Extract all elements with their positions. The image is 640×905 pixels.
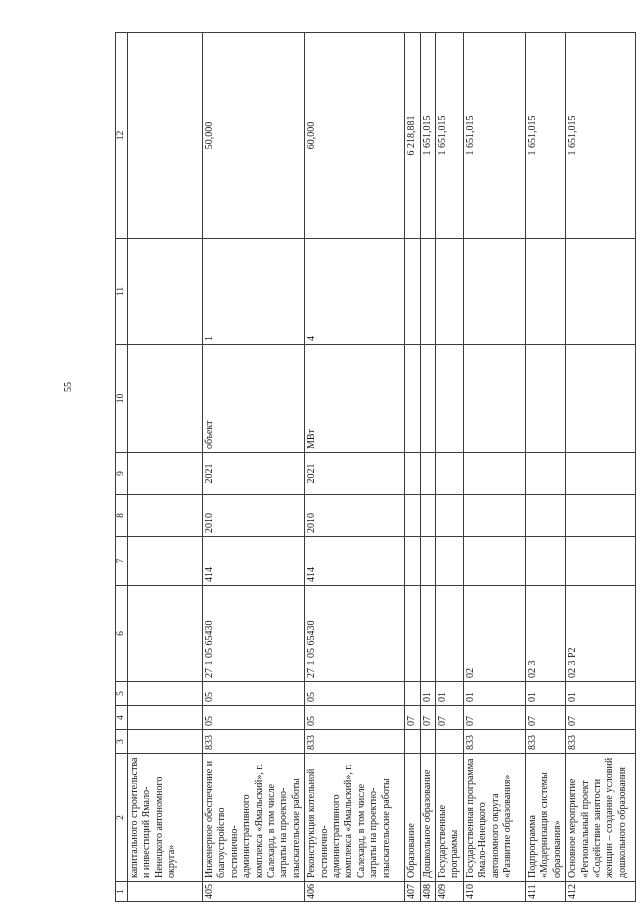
- cell-3: [436, 730, 464, 754]
- cell-5: 05: [305, 682, 405, 706]
- cell-9: [405, 453, 420, 495]
- cell-9: [463, 453, 525, 495]
- cell-11: [525, 239, 565, 345]
- cell-10: [436, 345, 464, 453]
- rotated-table-frame: [115, 33, 628, 902]
- cell-3: 833: [463, 730, 525, 754]
- cell-5: 05: [203, 682, 305, 706]
- table-sheet: [115, 33, 628, 902]
- cell-12: 1 651,015: [436, 33, 464, 239]
- cell-8: [566, 495, 636, 537]
- table-row: [566, 33, 636, 902]
- header-cell: 9: [116, 453, 128, 495]
- budget-table: [115, 32, 636, 902]
- cell-12: 1 651,015: [420, 33, 435, 239]
- table-row: [436, 33, 464, 902]
- name-cell: Государственные программы: [436, 754, 464, 882]
- cell-12: 1 651,015: [525, 33, 565, 239]
- cell-3: 833: [566, 730, 636, 754]
- cell-8: 2010: [305, 495, 405, 537]
- cell-6: 27 1 05 65430: [203, 586, 305, 682]
- cell-4: 07: [405, 706, 420, 730]
- cell-7: 414: [203, 537, 305, 586]
- header-cell: 11: [116, 239, 128, 345]
- table-row: [203, 33, 305, 902]
- cell-10: [405, 345, 420, 453]
- header-cell: 10: [116, 345, 128, 453]
- cell-6: [128, 586, 203, 682]
- cell-9: [420, 453, 435, 495]
- cell-3: [405, 730, 420, 754]
- row-number-cell: [128, 882, 203, 902]
- table-row: [128, 33, 203, 902]
- cell-11: [420, 239, 435, 345]
- row-number-cell: 409: [436, 882, 464, 902]
- name-cell: Дошкольное образование: [420, 754, 435, 882]
- cell-6: [405, 586, 420, 682]
- cell-6: [420, 586, 435, 682]
- cell-10: [525, 345, 565, 453]
- cell-9: [436, 453, 464, 495]
- cell-3: [420, 730, 435, 754]
- cell-11: 4: [305, 239, 405, 345]
- cell-12: 1 651,015: [566, 33, 636, 239]
- header-cell: 3: [116, 730, 128, 754]
- name-cell: Реконструкция котельной гостинично-административного комплекса «Ямальский», г. Салехард, в том числе затраты на проектно-изыскательские работы: [305, 754, 405, 882]
- cell-9: [128, 453, 203, 495]
- cell-8: 2010: [203, 495, 305, 537]
- header-cell: 1: [116, 882, 128, 902]
- cell-7: [566, 537, 636, 586]
- cell-11: [463, 239, 525, 345]
- cell-6: 02 3 P2: [566, 586, 636, 682]
- header-row: [116, 33, 128, 902]
- table-row: [463, 33, 525, 902]
- cell-12: [128, 33, 203, 239]
- cell-5: 01: [420, 682, 435, 706]
- row-number-cell: 407: [405, 882, 420, 902]
- header-cell: 6: [116, 586, 128, 682]
- row-number-cell: 411: [525, 882, 565, 902]
- table-row: [525, 33, 565, 902]
- row-number-cell: 406: [305, 882, 405, 902]
- cell-4: 07: [420, 706, 435, 730]
- cell-11: [566, 239, 636, 345]
- header-cell: 4: [116, 706, 128, 730]
- cell-7: 414: [305, 537, 405, 586]
- cell-5: [128, 682, 203, 706]
- header-cell: 8: [116, 495, 128, 537]
- cell-9: [566, 453, 636, 495]
- cell-12: 1 651,015: [463, 33, 525, 239]
- cell-7: [436, 537, 464, 586]
- cell-4: 07: [525, 706, 565, 730]
- cell-8: [405, 495, 420, 537]
- row-number-cell: 405: [203, 882, 305, 902]
- cell-5: 01: [525, 682, 565, 706]
- cell-7: [405, 537, 420, 586]
- header-cell: 7: [116, 537, 128, 586]
- cell-4: [128, 706, 203, 730]
- cell-9: [525, 453, 565, 495]
- cell-7: [463, 537, 525, 586]
- header-cell: 12: [116, 33, 128, 239]
- name-cell: Государственная программа Ямало-Ненецкого автономного округа «Развитие образования»: [463, 754, 525, 882]
- name-cell: Основное мероприятие «Региональный проект «Содействие занятости женщин – создание условий дошкольного образования: [566, 754, 636, 882]
- header-cell: 2: [116, 754, 128, 882]
- cell-4: 07: [463, 706, 525, 730]
- cell-8: [463, 495, 525, 537]
- row-number-cell: 412: [566, 882, 636, 902]
- cell-6: 02: [463, 586, 525, 682]
- cell-3: 833: [525, 730, 565, 754]
- cell-10: [463, 345, 525, 453]
- cell-9: 2021: [305, 453, 405, 495]
- cell-12: 60,000: [305, 33, 405, 239]
- name-cell: Образование: [405, 754, 420, 882]
- cell-4: 07: [436, 706, 464, 730]
- cell-9: 2021: [203, 453, 305, 495]
- table-row: [305, 33, 405, 902]
- table-row: [405, 33, 420, 902]
- cell-4: 07: [566, 706, 636, 730]
- cell-3: 833: [305, 730, 405, 754]
- cell-8: [128, 495, 203, 537]
- cell-8: [420, 495, 435, 537]
- cell-7: [128, 537, 203, 586]
- cell-4: 05: [203, 706, 305, 730]
- cell-11: [436, 239, 464, 345]
- cell-8: [436, 495, 464, 537]
- name-cell: капитального строительства и инвестиций Ямало-Ненецкого автономного округа»: [128, 754, 203, 882]
- cell-3: [128, 730, 203, 754]
- cell-4: 05: [305, 706, 405, 730]
- cell-10: [128, 345, 203, 453]
- cell-7: [420, 537, 435, 586]
- cell-7: [525, 537, 565, 586]
- cell-5: 01: [463, 682, 525, 706]
- cell-6: 27 1 05 65430: [305, 586, 405, 682]
- cell-5: 01: [566, 682, 636, 706]
- cell-8: [525, 495, 565, 537]
- cell-3: 833: [203, 730, 305, 754]
- cell-5: [405, 682, 420, 706]
- cell-10: [420, 345, 435, 453]
- cell-11: [128, 239, 203, 345]
- cell-6: 02 3: [525, 586, 565, 682]
- row-number-cell: 410: [463, 882, 525, 902]
- name-cell: Инженерное обеспечение и благоустройство гостинично-административного комплекса «Ямальский», г. Салехард, в том числе затраты на проектно-изыскательские работы: [203, 754, 305, 882]
- name-cell: Подпрограмма «Модернизация системы образования»: [525, 754, 565, 882]
- header-cell: 5: [116, 682, 128, 706]
- cell-12: 6 218,881: [405, 33, 420, 239]
- cell-5: 01: [436, 682, 464, 706]
- cell-10: объект: [203, 345, 305, 453]
- table-row: [420, 33, 435, 902]
- cell-10: [566, 345, 636, 453]
- cell-12: 50,000: [203, 33, 305, 239]
- cell-11: 1: [203, 239, 305, 345]
- page-number: 55: [63, 382, 74, 392]
- row-number-cell: 408: [420, 882, 435, 902]
- cell-6: [436, 586, 464, 682]
- cell-10: МВт: [305, 345, 405, 453]
- cell-11: [405, 239, 420, 345]
